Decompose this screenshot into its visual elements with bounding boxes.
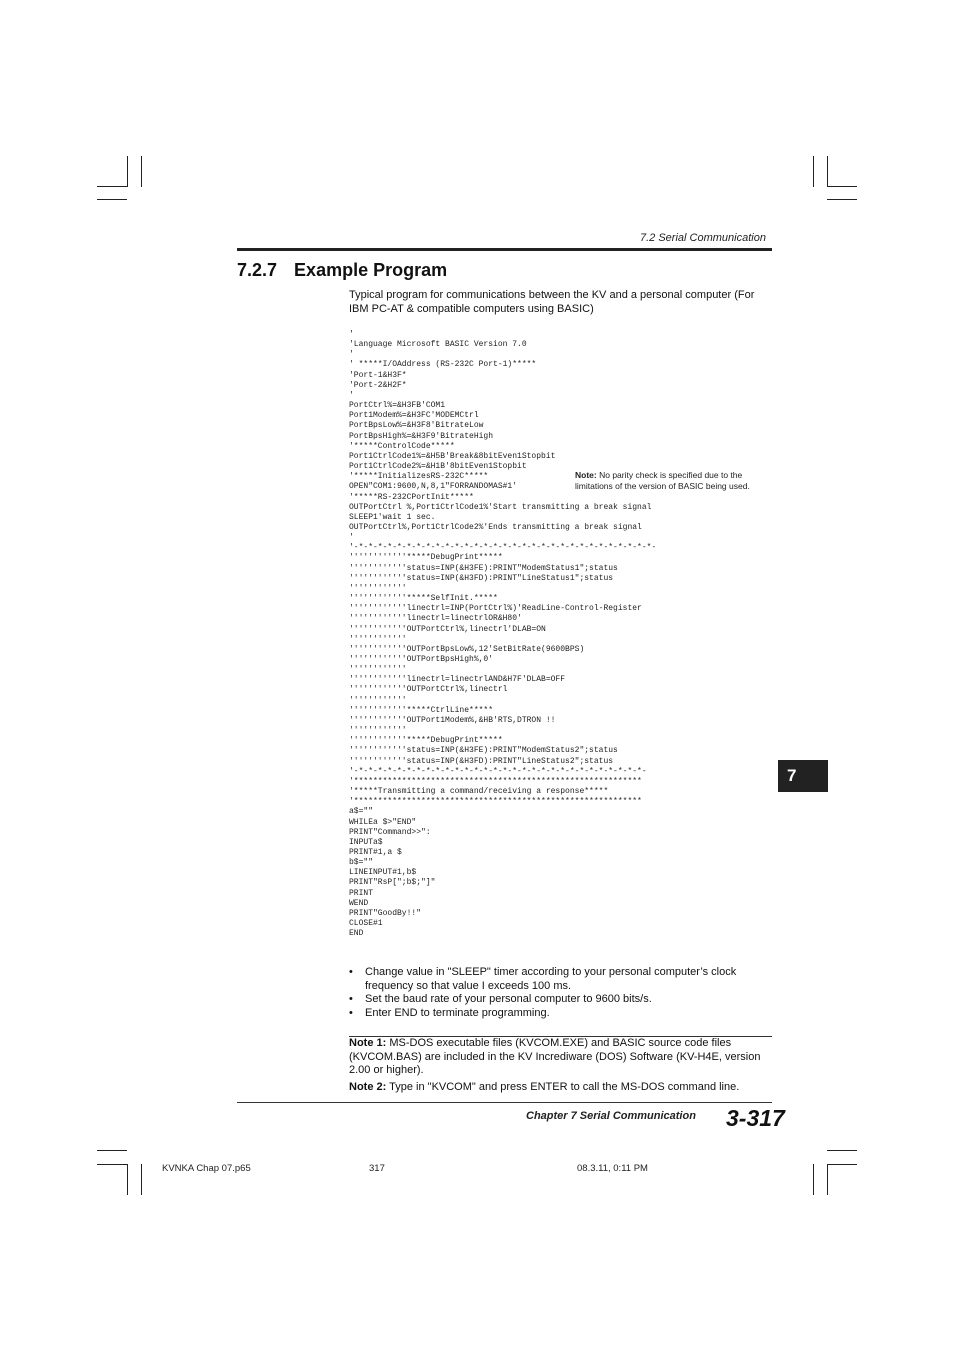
crop-mark: [813, 156, 814, 187]
code-line: OUTPortCtrl%,Port1CtrlCode2%'Ends transmitting a break signal: [349, 522, 642, 532]
code-line: ''''''''''''linectrl=INP(PortCtrl%)'ReadLine-Control-Register: [349, 604, 642, 614]
code-line: END: [349, 929, 364, 939]
code-line: OUTPortCtrl %,Port1CtrlCode1%'Start transmitting a break signal: [349, 502, 652, 512]
crop-mark: [141, 1164, 142, 1195]
code-line: '*****ControlCode*****: [349, 441, 455, 451]
code-line: '''''''''''': [349, 726, 407, 736]
code-line: 'Port-1&H3F*: [349, 370, 407, 380]
note-text: MS-DOS executable files (KVCOM.EXE) and BASIC source code files (KVCOM.BAS) are included in the KV Incrediware (DOS) Software (KV-H4E, version 2.00 or higher).: [349, 1037, 761, 1076]
code-line: Port1CtrlCode1%=&H5B'Break&8bitEven1Stopbit: [349, 451, 556, 461]
code-line: PRINT"GoodBy!!": [349, 908, 422, 918]
crop-mark: [827, 186, 857, 187]
crop-mark: [827, 1150, 857, 1151]
note-2: [349, 1081, 774, 1095]
bullet-icon: •: [349, 966, 353, 978]
code-line: ' *****I/OAddress (RS-232C Port-1)*****: [349, 360, 537, 370]
code-line: INPUTa$: [349, 837, 383, 847]
code-line: ': [349, 390, 354, 400]
code-line: '-*-*-*-*-*-*-*-*-*-*-*-*-*-*-*-*-*-*-*-*-*-*-*-*-*-*-*-*-*-*-*-: [349, 543, 657, 553]
crop-mark: [127, 1164, 128, 1195]
code-line: ''''''''''''status=INP(&H3FD):PRINT"LineStatus2";status: [349, 756, 614, 766]
code-line: ''''''''''''OUTPortBpsLow%,12'SetBitRate(9600BPS): [349, 644, 585, 654]
section-title: [237, 260, 447, 281]
code-line: ''''''''''''status=INP(&H3FD):PRINT"LineStatus1";status: [349, 573, 614, 583]
crop-mark: [141, 156, 142, 187]
code-line: 'Language Microsoft BASIC Version 7.0: [349, 340, 527, 350]
code-line: PortBpsHigh%=&H3F9'BitrateHigh: [349, 431, 494, 441]
side-note-text: No parity check is specified due to the limitations of the version of BASIC being used.: [575, 470, 750, 491]
crop-mark: [97, 1150, 127, 1151]
bullet-icon: •: [349, 993, 353, 1005]
chapter-tab: 7: [778, 760, 828, 792]
code-line: LINEINPUT#1,b$: [349, 868, 417, 878]
crop-mark: [827, 1164, 828, 1195]
code-line: ': [349, 330, 354, 339]
crop-mark: [827, 1164, 857, 1165]
code-line: ''''''''''''*****DebugPrint*****: [349, 736, 503, 746]
code-line: '************************************************************: [349, 797, 642, 807]
code-line: CLOSE#1: [349, 919, 383, 929]
list-item: • Change value in "SLEEP" timer according to your personal computer’s clock frequency so that value I exceeds 100 ms.: [349, 966, 737, 992]
section-title-text: Example Program: [294, 260, 448, 280]
code-line: WEND: [349, 898, 369, 908]
code-line: '************************************************************: [349, 776, 642, 786]
crop-mark: [97, 186, 127, 187]
code-line: PRINT"Command>>":: [349, 827, 431, 837]
code-line: '*****RS-232CPortInit*****: [349, 492, 474, 502]
footer-rule: [237, 1102, 772, 1103]
code-line: ': [349, 533, 354, 543]
code-line: ''''''''''''OUTPort1Modem%,&HB'RTS,DTRON !!: [349, 715, 556, 725]
code-line: PortCtrl%=&H3FB'COM1: [349, 401, 446, 411]
running-header: 7.2 Serial Communication: [640, 232, 766, 244]
code-line: ''''''''''''*****DebugPrint*****: [349, 553, 503, 563]
crop-mark: [97, 199, 127, 200]
code-line: ''''''''''''*****CtrlLine*****: [349, 705, 494, 715]
crop-mark: [127, 156, 128, 187]
crop-mark: [827, 199, 857, 200]
list-item: • Set the baud rate of your personal computer to 9600 bits/s.: [349, 993, 652, 1005]
code-line: ''''''''''''*****SelfInit.*****: [349, 594, 498, 604]
side-note-label: Note:: [575, 470, 597, 480]
code-line: SLEEP1'wait 1 sec.: [349, 512, 436, 522]
code-line: ''''''''''''OUTPortCtrl%,linectrl'DLAB=ON: [349, 624, 546, 634]
note-label: Note 1:: [349, 1037, 387, 1049]
note-text: Type in "KVCOM" and press ENTER to call the MS-DOS command line.: [386, 1081, 740, 1093]
code-listing: [349, 330, 656, 939]
code-line: WHILEa $>"END": [349, 817, 417, 827]
code-line: 'Port-2&H2F*: [349, 380, 407, 390]
code-line: '''''''''''': [349, 695, 407, 705]
page-number: 3-317: [726, 1105, 785, 1131]
code-line: ''''''''''''status=INP(&H3FE):PRINT"ModemStatus1";status: [349, 563, 618, 573]
crop-mark: [97, 1164, 127, 1165]
code-line: PortBpsLow%=&H3F8'BitrateLow: [349, 421, 484, 431]
code-line: ': [349, 350, 354, 360]
code-line: '''''''''''': [349, 634, 407, 644]
code-line: PRINT: [349, 888, 374, 898]
print-slug-datetime: 08.3.11, 0:11 PM: [577, 1163, 648, 1174]
code-line: PRINT#1,a $: [349, 847, 402, 857]
bullet-list: [349, 966, 779, 1020]
note-1: [349, 1037, 774, 1078]
code-line: ''''''''''''linectrl=linectrlAND&H7F'DLAB=OFF: [349, 675, 566, 685]
code-line: a$="": [349, 807, 374, 817]
code-line: Port1CtrlCode2%=&H1B'8bitEven1Stopbit: [349, 462, 527, 472]
print-slug-filename: KVNKA Chap 07.p65: [162, 1163, 251, 1174]
crop-mark: [813, 1164, 814, 1195]
print-slug-page: 317: [369, 1163, 385, 1174]
list-item: • Enter END to terminate programming.: [349, 1006, 550, 1019]
footer-chapter-label: Chapter 7 Serial Communication: [526, 1110, 696, 1122]
crop-mark: [827, 156, 828, 187]
code-line: PRINT"RsP[";b$;"]": [349, 878, 436, 888]
intro-paragraph: Typical program for communications between the KV and a personal computer (For IBM PC-AT & compatible computers using BASIC): [349, 289, 755, 315]
code-line: '-*-*-*-*-*-*-*-*-*-*-*-*-*-*-*-*-*-*-*-*-*-*-*-*-*-*-*-*-*-*-: [349, 766, 647, 776]
code-line: Port1Modem%=&H3FC'MODEMCtrl: [349, 411, 479, 421]
code-line: ''''''''''''status=INP(&H3FE):PRINT"ModemStatus2";status: [349, 746, 618, 756]
header-rule: [237, 248, 772, 251]
code-line: OPEN"COM1:9600,N,8,1"FORRANDOMAS#1': [349, 482, 518, 492]
section-number: 7.2.7: [237, 260, 278, 280]
code-line: '*****Transmitting a command/receiving a response*****: [349, 787, 609, 797]
code-line: ''''''''''''linectrl=linectrlOR&H80': [349, 614, 522, 624]
code-line: '''''''''''': [349, 583, 407, 593]
code-line: ''''''''''''OUTPortBpsHigh%,0': [349, 655, 494, 664]
side-note: [575, 470, 773, 492]
code-line: b$="": [349, 858, 374, 868]
code-line: '*****InitializesRS-232C*****: [349, 472, 489, 482]
code-line: ''''''''''''OUTPortCtrl%,linectrl: [349, 685, 508, 695]
bullet-icon: •: [349, 1006, 353, 1019]
code-line: '''''''''''': [349, 665, 407, 675]
note-label: Note 2:: [349, 1081, 387, 1093]
